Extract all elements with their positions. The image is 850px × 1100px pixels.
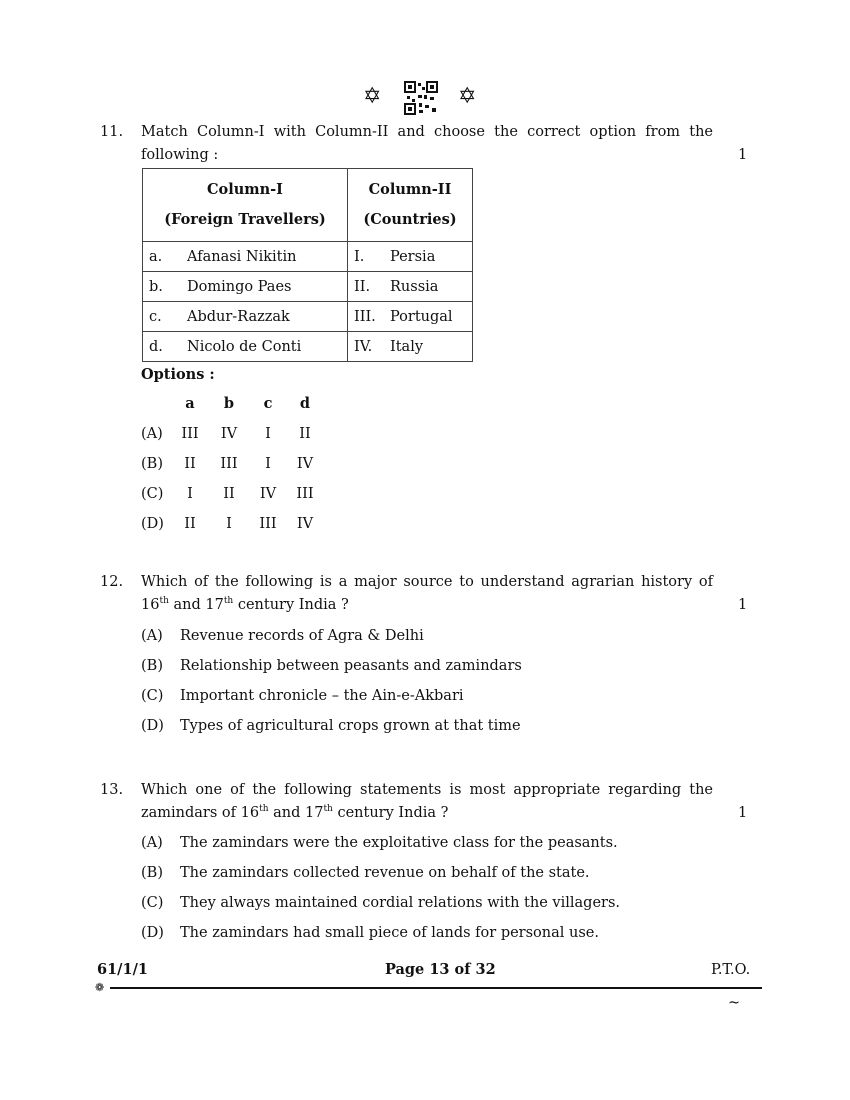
- tilde-mark: ~: [728, 995, 741, 1011]
- question-text: Which of the following is a major source to understand agrarian history of: [141, 574, 713, 590]
- option-label: (A): [141, 426, 163, 442]
- option-value: IV: [259, 486, 277, 502]
- option-text: Important chronicle – the Ain-e-Akbari: [180, 688, 464, 704]
- marks: 1: [738, 147, 748, 163]
- option-value: II: [299, 426, 311, 442]
- column-2-header: Column-II (Countries): [348, 169, 473, 242]
- option-value: IV: [296, 516, 314, 532]
- option-label: (D): [141, 718, 164, 734]
- table-row: b. Domingo Paes II. Russia: [143, 272, 473, 302]
- emblem-icon: ❁: [95, 981, 105, 994]
- option-value: I: [226, 516, 232, 532]
- option-column-header: c: [263, 395, 273, 412]
- option-text: Relationship between peasants and zamindars: [180, 658, 522, 674]
- option-text: Types of agricultural crops grown at that time: [180, 718, 521, 734]
- option-value: I: [265, 426, 271, 442]
- option-label: (B): [141, 658, 163, 674]
- option-value: I: [265, 456, 271, 472]
- question-text: Which one of the following statements is most appropriate regarding the: [141, 782, 713, 798]
- option-label: (A): [141, 628, 163, 644]
- table-row: d. Nicolo de Conti IV. Italy: [143, 332, 473, 362]
- option-text: The zamindars were the exploitative class for the peasants.: [180, 835, 618, 851]
- question-text: zamindars of 16th and 17th century India ?: [141, 804, 449, 821]
- option-value: II: [184, 456, 196, 472]
- question-number: 12.: [100, 574, 124, 590]
- option-value: III: [296, 486, 314, 502]
- options-title: Options :: [141, 366, 215, 383]
- option-label: (B): [141, 456, 163, 472]
- option-value: IV: [296, 456, 314, 472]
- option-label: (C): [141, 688, 164, 704]
- option-text: They always maintained cordial relations with the villagers.: [180, 895, 621, 911]
- qr-code-icon: [404, 81, 438, 115]
- match-table: [142, 168, 473, 362]
- question-number: 11.: [100, 124, 124, 140]
- question-text: Match Column-I with Column-II and choose the correct option from the: [141, 124, 713, 140]
- option-label: (A): [141, 835, 163, 851]
- option-column-header: d: [299, 395, 311, 412]
- option-text: The zamindars had small piece of lands for personal use.: [180, 925, 599, 941]
- question-text: following :: [141, 147, 219, 163]
- star-of-david-icon: ✡: [363, 84, 382, 109]
- column-1-header: Column-I (Foreign Travellers): [143, 169, 348, 242]
- option-value: I: [187, 486, 193, 502]
- option-value: II: [223, 486, 235, 502]
- option-value: II: [184, 516, 196, 532]
- page-number: Page 13 of 32: [385, 961, 496, 978]
- marks: 1: [738, 597, 748, 613]
- option-label: (D): [141, 516, 164, 532]
- marks: 1: [738, 805, 748, 821]
- option-label: (C): [141, 486, 164, 502]
- table-row: a. Afanasi Nikitin I. Persia: [143, 242, 473, 272]
- question-text: 16th and 17th century India ?: [141, 596, 349, 613]
- star-of-david-icon: ✡: [458, 84, 477, 109]
- option-value: IV: [220, 426, 238, 442]
- option-text: The zamindars collected revenue on behalf of the state.: [180, 865, 590, 881]
- question-number: 13.: [100, 782, 124, 798]
- option-value: III: [181, 426, 199, 442]
- table-row: c. Abdur-Razzak III. Portugal: [143, 302, 473, 332]
- option-value: III: [220, 456, 238, 472]
- option-text: Revenue records of Agra & Delhi: [180, 628, 424, 644]
- footer-rule: [110, 987, 762, 989]
- option-value: III: [259, 516, 277, 532]
- paper-code: 61/1/1: [97, 961, 148, 978]
- option-column-header: a: [185, 395, 195, 412]
- pto-label: P.T.O.: [711, 962, 751, 978]
- option-label: (B): [141, 865, 163, 881]
- option-label: (C): [141, 895, 164, 911]
- option-column-header: b: [223, 395, 235, 412]
- option-label: (D): [141, 925, 164, 941]
